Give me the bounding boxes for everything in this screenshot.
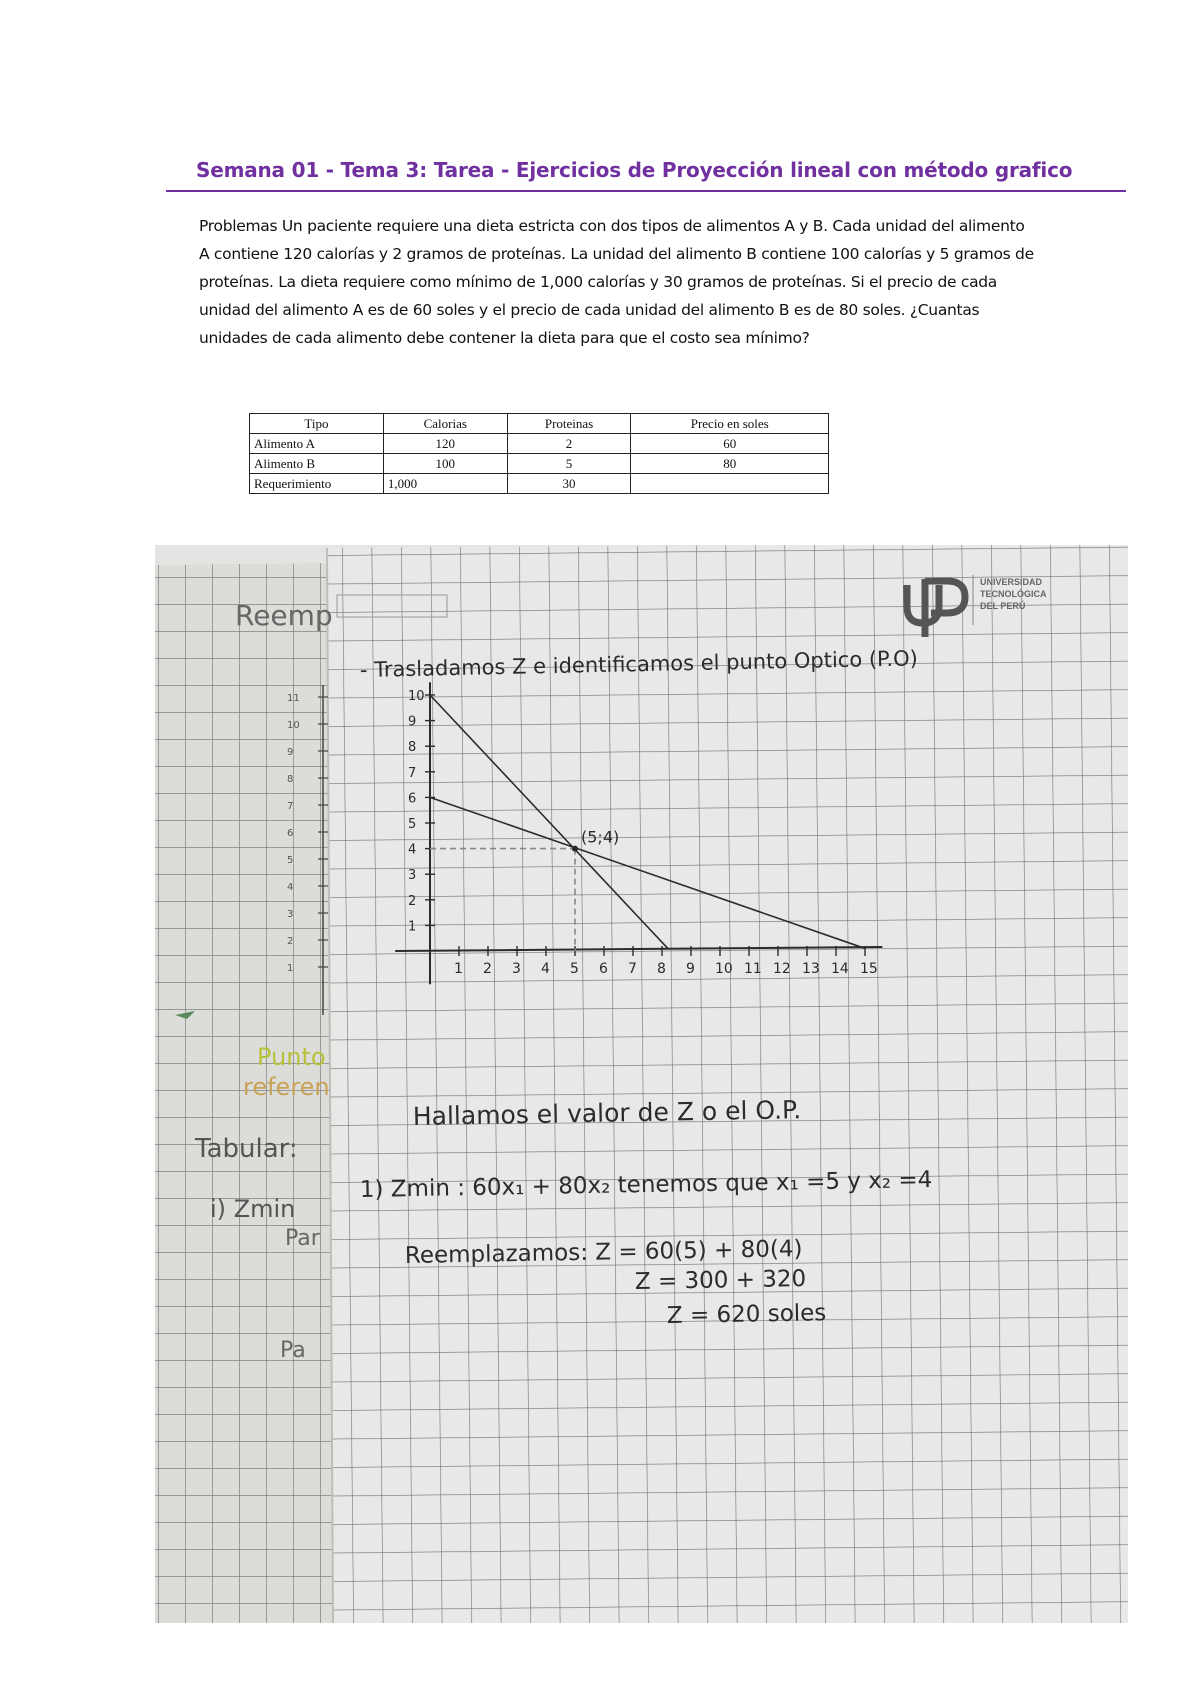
- y-tick-label: 4: [408, 842, 417, 858]
- table-cell: 2: [507, 434, 631, 454]
- table-header-cell: Precio en soles: [631, 414, 829, 434]
- back-y-tick-label: 4: [287, 882, 294, 893]
- optimal-point: [572, 846, 578, 852]
- y-tick-label: 3: [408, 868, 417, 884]
- table-header-cell: Tipo: [250, 414, 384, 434]
- x-tick-label: 7: [628, 961, 637, 977]
- document-title: Semana 01 - Tema 3: Tarea - Ejercicios de Proyección lineal con método grafico: [196, 158, 1073, 182]
- table-row: [250, 434, 829, 454]
- table-cell: Alimento B: [250, 454, 384, 474]
- back-y-tick-label: 5: [287, 855, 294, 866]
- logo-text: DEL PERÚ: [980, 601, 1026, 611]
- back-label-referencia: referen: [243, 1073, 330, 1101]
- back-y-tick-label: 8: [287, 774, 294, 785]
- back-y-tick-label: 3: [287, 909, 294, 920]
- solution-line-1: Hallamos el valor de Z o el O.P.: [412, 1095, 802, 1131]
- front-notebook-page: [327, 545, 1128, 1623]
- table-header-cell: Proteinas: [507, 414, 631, 434]
- y-tick-label: 6: [408, 791, 417, 807]
- table-cell: 5: [507, 454, 631, 474]
- x-tick-label: 11: [744, 961, 762, 977]
- optimal-point-label: (5;4): [581, 827, 620, 847]
- x-tick-label: 10: [715, 961, 733, 977]
- table-cell: Alimento A: [250, 434, 384, 454]
- x-tick-label: 15: [860, 961, 878, 977]
- y-tick-label: 10: [408, 689, 425, 704]
- x-tick-label: 3: [512, 961, 521, 977]
- table-cell: 60: [631, 434, 829, 454]
- y-tick-label: 1: [408, 919, 417, 935]
- logo-text: UNIVERSIDAD: [980, 577, 1043, 587]
- table-row: [250, 474, 829, 494]
- table-row: [250, 454, 829, 474]
- solution-line-2: 1) Zmin : 60x₁ + 80x₂ tenemos que x₁ =5 y x₂ =4: [359, 1167, 933, 1203]
- table-cell: 1,000: [383, 474, 507, 494]
- back-y-tick-label: 1: [287, 963, 294, 974]
- y-tick-label: 5: [408, 817, 417, 832]
- table-header-cell: Calorias: [383, 414, 507, 434]
- back-y-tick-label: 11: [287, 693, 300, 704]
- back-heading: Reemp: [235, 599, 333, 632]
- problem-text: Problemas Un paciente requiere una dieta estricta con dos tipos de alimentos A y B. Cada unidad del alimento A contiene 120 calorías y 2 gramos de proteínas. La unidad del alimento B contiene 100 calorías y 5 gramos de proteínas. La dieta requiere como mínimo de 1,000 calorías y 30 gramos de proteínas. Si el precio de cada unidad del alimento A es de 60 soles y el precio de cada unidad del alimento B es de 80 soles. ¿Cuantas unidades de cada alimento debe contener la dieta para que el costo sea mínimo?: [199, 217, 1034, 347]
- y-tick-label: 7: [408, 765, 417, 781]
- table-cell: 100: [383, 454, 507, 474]
- back-label-par: Par: [285, 1226, 320, 1251]
- back-y-tick-label: 7: [287, 801, 294, 812]
- handwritten-solution-photo: [155, 545, 1128, 1623]
- back-label-tabular: Tabular:: [195, 1134, 298, 1164]
- title-underline: [166, 190, 1126, 192]
- data-table: [249, 413, 829, 494]
- back-y-tick-label: 10: [287, 720, 300, 731]
- back-label-pa: Pa: [280, 1338, 306, 1363]
- x-tick-label: 5: [570, 961, 579, 977]
- table-cell: 80: [631, 454, 829, 474]
- table-header-row: [250, 414, 829, 434]
- x-tick-label: 9: [686, 961, 695, 977]
- back-y-tick-label: 6: [287, 828, 294, 839]
- x-tick-label: 13: [802, 961, 820, 977]
- back-label-punto: Punto: [257, 1043, 326, 1071]
- back-y-tick-label: 2: [287, 936, 294, 947]
- back-label-zmin: i) Zmin: [210, 1195, 296, 1223]
- back-y-tick-label: 9: [287, 747, 294, 758]
- y-tick-label: 8: [408, 740, 417, 756]
- x-tick-label: 4: [541, 961, 550, 977]
- x-tick-label: 6: [599, 961, 608, 977]
- solution-line-3: Reemplazamos: Z = 60(5) + 80(4): [404, 1236, 803, 1269]
- x-tick-label: 1: [454, 961, 463, 977]
- y-tick-label: 2: [408, 893, 417, 909]
- x-tick-label: 2: [483, 961, 492, 977]
- solution-line-4: Z = 300 + 320: [634, 1266, 807, 1295]
- table-cell: [631, 474, 829, 494]
- table-cell: 30: [507, 474, 631, 494]
- x-tick-label: 12: [773, 961, 791, 977]
- y-tick-label: 9: [408, 714, 417, 730]
- logo-text: TECNOLÓGICA: [980, 589, 1047, 599]
- x-tick-label: 14: [831, 961, 849, 977]
- graph-heading: - Trasladamos Z e identificamos el punto Optico (P.O): [359, 646, 919, 682]
- table-cell: 120: [383, 434, 507, 454]
- x-tick-label: 8: [657, 961, 666, 977]
- solution-line-5: Z = 620 soles: [666, 1300, 827, 1329]
- table-cell: Requerimiento: [250, 474, 384, 494]
